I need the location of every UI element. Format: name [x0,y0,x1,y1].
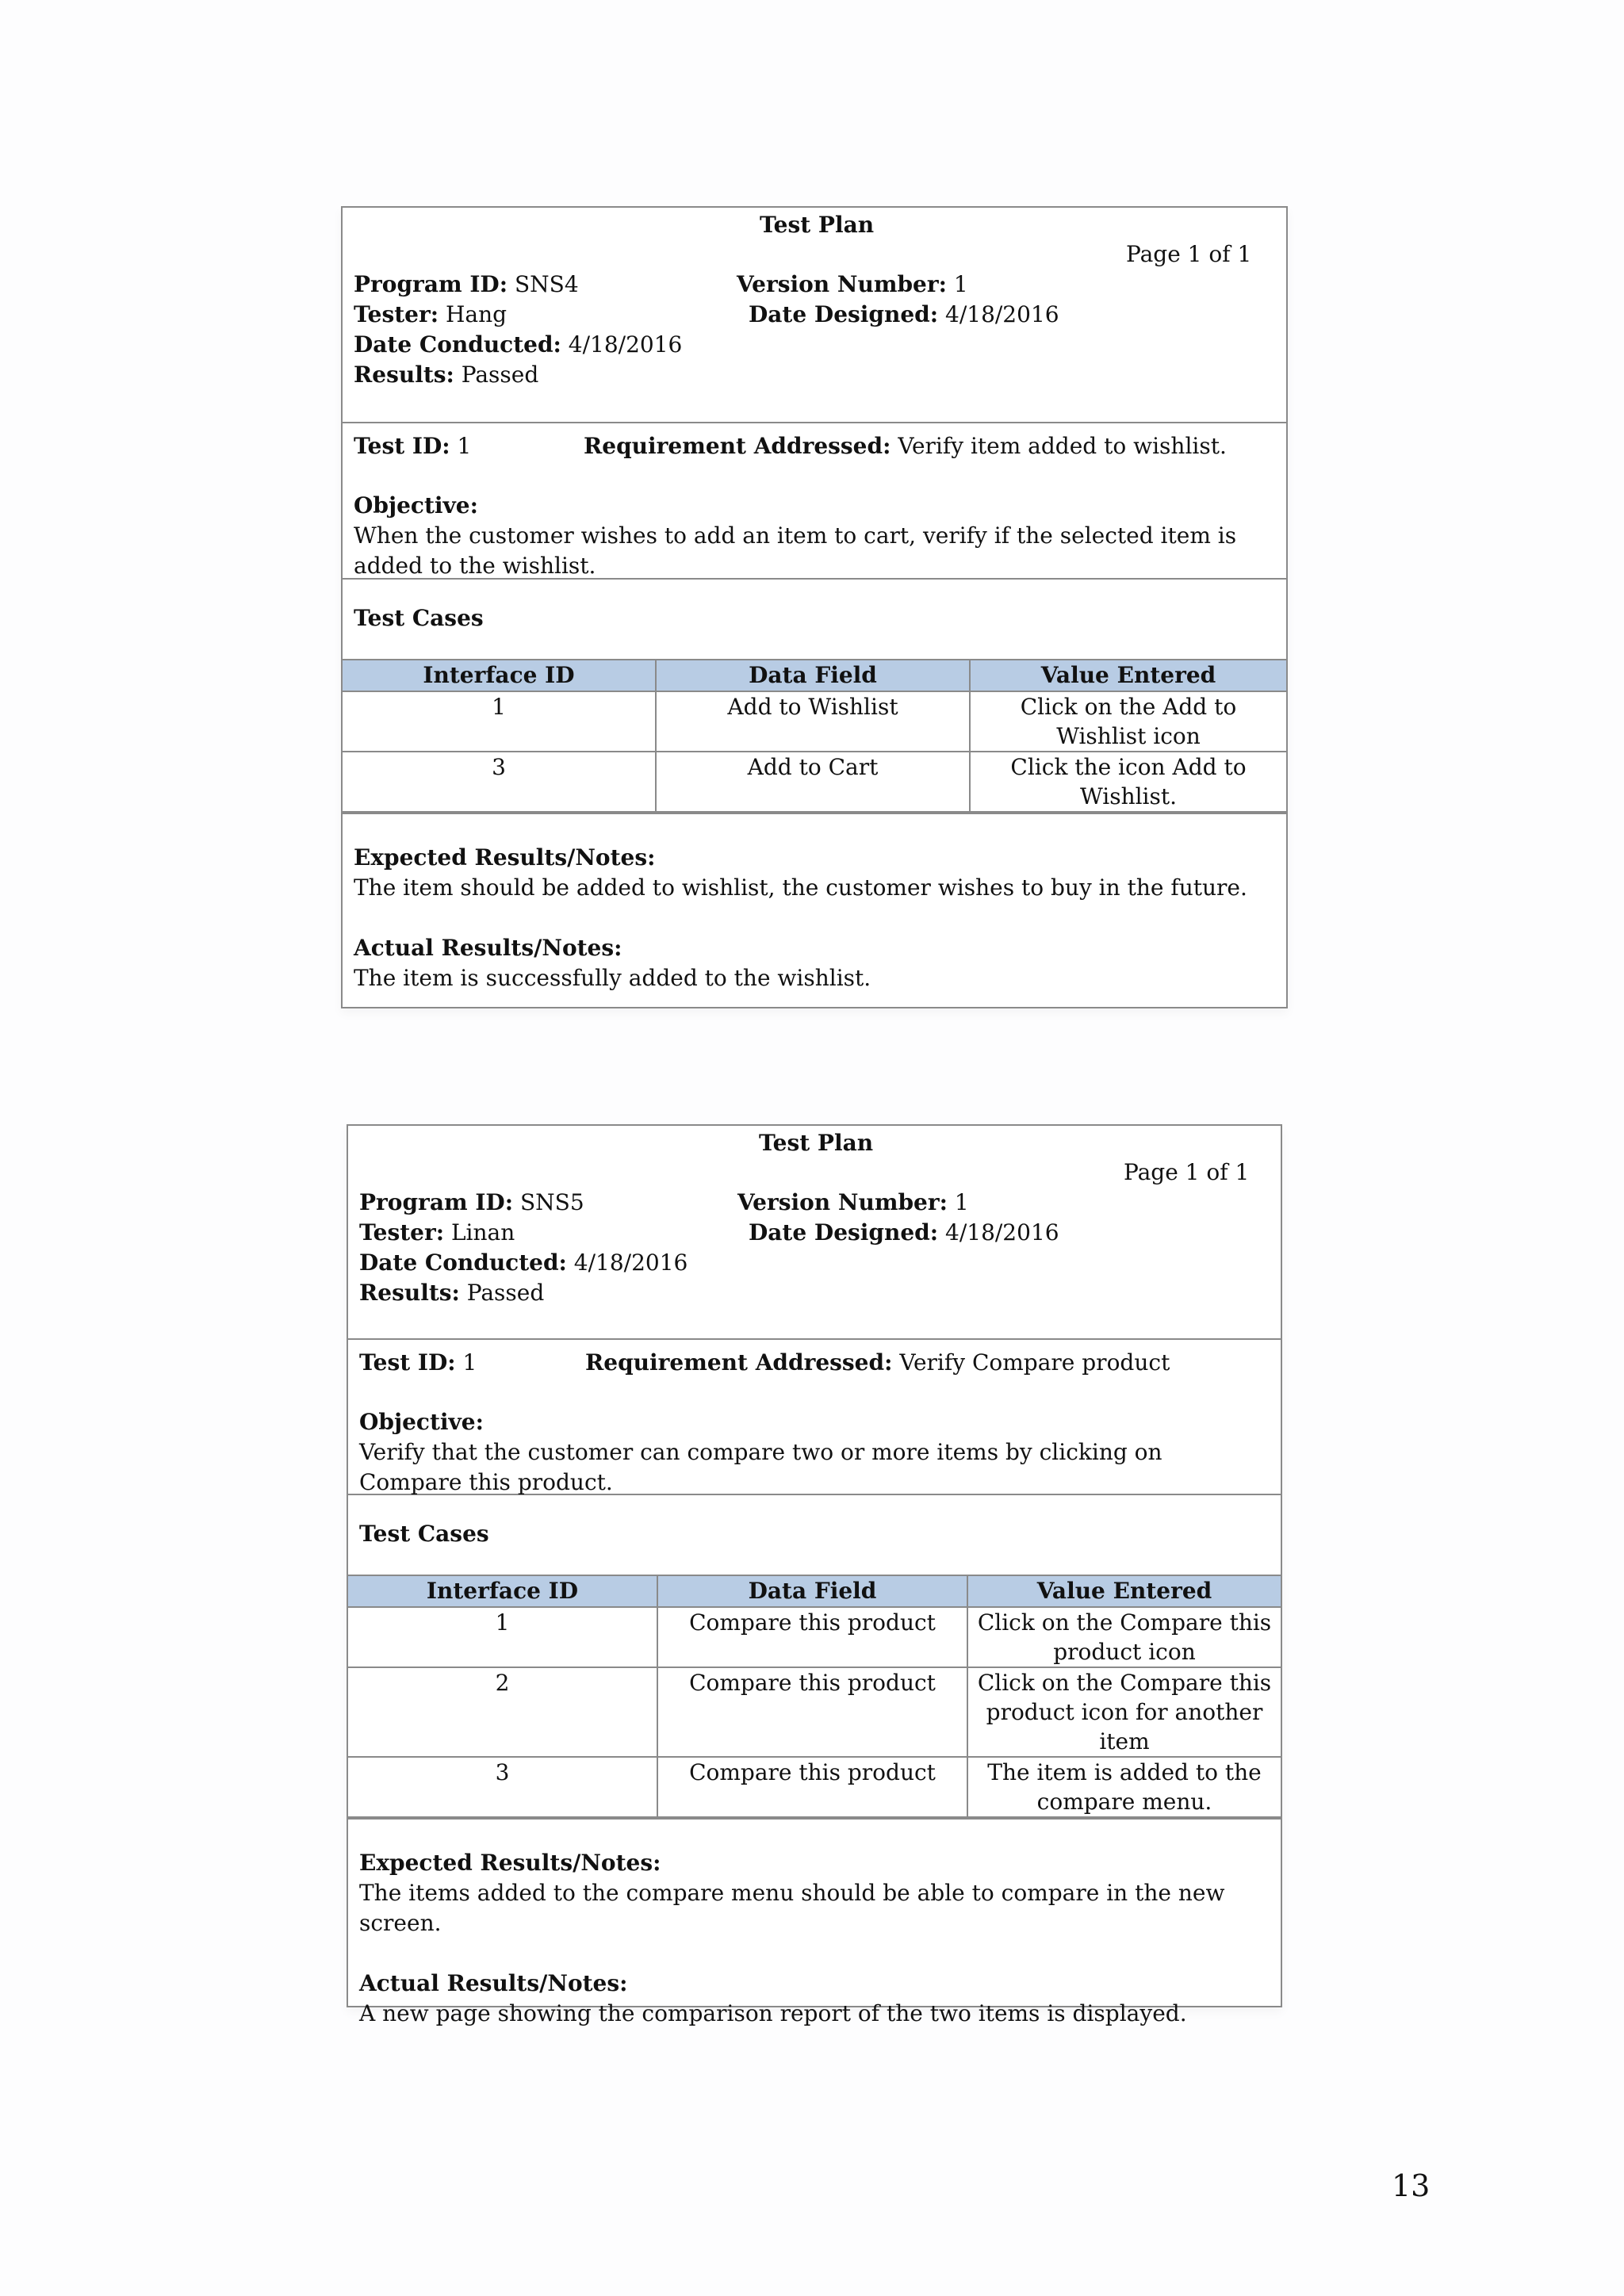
program-id-value: SNS4 [514,271,579,297]
program-id-value: SNS5 [519,1189,584,1215]
table-cell-interface-id: 1 [343,692,657,752]
requirement-value: Verify Compare product [899,1349,1170,1376]
version-value: 1 [954,1189,969,1215]
page-indicator: Page 1 of 1 [1124,1159,1250,1185]
date-conducted-value: 4/18/2016 [573,1249,688,1276]
page-indicator: Page 1 of 1 [1126,241,1252,267]
results-line: Results: Passed [354,362,539,388]
date-designed-line: Date Designed: 4/18/2016 [749,1219,1059,1246]
objective-label: Objective: [354,492,478,519]
table-cell-data-field: Compare this product [658,1608,968,1668]
plan-title: Test Plan [759,1130,874,1156]
expected-label: Expected Results/Notes: [359,1850,661,1877]
requirement-section [343,423,1286,580]
column-header-data-field: Data Field [657,660,971,692]
requirement-section [348,1340,1281,1495]
expected-label: Expected Results/Notes: [354,844,656,871]
version-line: Version Number: 1 [737,271,968,297]
tester-value: Linan [450,1219,515,1246]
table-cell-value-entered: The item is added to the compare menu. [968,1758,1281,1818]
version-line: Version Number: 1 [737,1189,969,1215]
results-section [348,1820,1281,2027]
test-cases-label: Test Cases [354,605,484,631]
program-id-line: Program ID: SNS4 [354,271,579,297]
date-conducted-line: Date Conducted: 4/18/2016 [359,1249,688,1276]
plan-title: Test Plan [760,212,875,238]
actual-text: The item is successfully added to the wishlist. [354,965,871,992]
date-designed-line: Date Designed: 4/18/2016 [749,301,1059,327]
actual-label: Actual Results/Notes: [359,1970,628,1997]
requirement-line: Requirement Addressed: Verify item added to wishlist. [584,433,1227,459]
test-cases-section [348,1495,1281,1820]
results-section [343,814,1286,992]
page-number: 13 [1392,2168,1431,2203]
column-header-interface-id: Interface ID [348,1576,658,1608]
table-cell-interface-id: 2 [348,1668,658,1758]
date-designed-value: 4/18/2016 [945,301,1059,327]
date-designed-value: 4/18/2016 [945,1219,1059,1246]
table-cell-data-field: Compare this product [658,1668,968,1758]
objective-text: Verify that the customer can compare two or more items by clicking on Compare this product. [359,1439,1162,1495]
table-cell-data-field: Compare this product [658,1758,968,1818]
test-plan-2 [347,1124,1282,2027]
results-line: Results: Passed [359,1280,545,1306]
table-cell-data-field: Add to Wishlist [657,692,971,752]
column-header-interface-id: Interface ID [343,660,657,692]
column-header-value-entered: Value Entered [968,1576,1281,1608]
results-value: Passed [466,1280,545,1306]
requirement-line: Requirement Addressed: Verify Compare product [585,1349,1170,1376]
version-value: 1 [953,271,968,297]
expected-text: The items added to the compare menu should be able to compare in the new screen. [359,1880,1225,1937]
table-cell-value-entered: Click on the Add to Wishlist icon [971,692,1286,752]
test-id-value: 1 [457,433,472,459]
test-id-value: 1 [462,1349,477,1376]
plan-header [348,1126,1281,1340]
test-id-line: Test ID: 1 [359,1349,477,1376]
tester-line: Tester: Hang [354,301,508,327]
test-id-line: Test ID: 1 [354,433,472,459]
tester-value: Hang [445,301,508,327]
objective-label: Objective: [359,1409,484,1435]
table-cell-value-entered: Click on the Compare this product icon for another item [968,1668,1281,1758]
objective-text: When the customer wishes to add an item to cart, verify if the selected item is added to the wishlist. [354,522,1237,579]
plan-header [343,208,1286,423]
table-cell-interface-id: 3 [343,752,657,813]
results-value: Passed [461,362,539,388]
test-cases-label: Test Cases [359,1521,489,1547]
date-conducted-value: 4/18/2016 [568,331,683,358]
test-cases-section [343,580,1286,814]
table-cell-interface-id: 1 [348,1608,658,1668]
date-conducted-line: Date Conducted: 4/18/2016 [354,331,683,358]
expected-text: The item should be added to wishlist, the customer wishes to buy in the future. [354,874,1247,901]
tester-line: Tester: Linan [359,1219,515,1246]
test-cases-table [348,1575,1281,1818]
table-cell-value-entered: Click the icon Add to Wishlist. [971,752,1286,813]
requirement-value: Verify item added to wishlist. [898,433,1227,459]
column-header-data-field: Data Field [658,1576,968,1608]
table-cell-value-entered: Click on the Compare this product icon [968,1608,1281,1668]
table-cell-interface-id: 3 [348,1758,658,1818]
actual-label: Actual Results/Notes: [354,935,622,962]
actual-text: A new page showing the comparison report of the two items is displayed. [359,2000,1187,2027]
table-cell-data-field: Add to Cart [657,752,971,813]
test-cases-table [343,659,1286,813]
test-plan-1 [341,206,1288,1008]
column-header-value-entered: Value Entered [971,660,1286,692]
program-id-line: Program ID: SNS5 [359,1189,584,1215]
